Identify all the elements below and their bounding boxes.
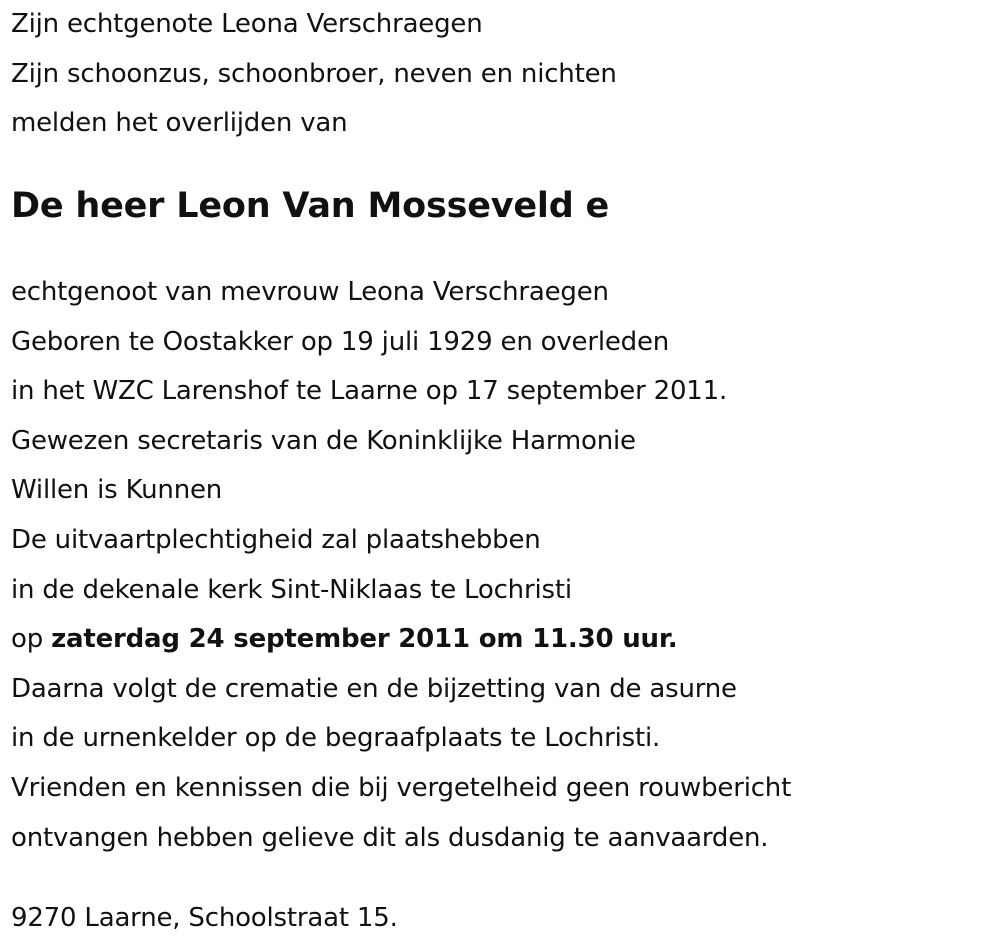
intro-line-family: Zijn schoonzus, schoonbroer, neven en nichten	[11, 58, 617, 89]
funeral-date-time: zaterdag 24 september 2011 om 11.30 uur.	[51, 624, 678, 655]
body-line-spouse: echtgenoot van mevrouw Leona Verschraegen	[11, 277, 609, 307]
date-prefix: op	[11, 624, 52, 655]
body-line-harmonie: Willen is Kunnen	[11, 475, 223, 506]
body-line-died: in het WZC Larenshof te Laarne op 17 september 2011.	[11, 376, 728, 407]
intro-line-spouse: Zijn echtgenote Leona Verschraegen	[11, 9, 483, 39]
body-line-accept: ontvangen hebben gelieve dit als dusdanig te aanvaarden.	[11, 822, 769, 853]
deceased-name-heading: De heer Leon Van Mosseveld e	[11, 186, 610, 226]
body-line-date	[11, 615, 791, 665]
body-line-role: Gewezen secretaris van de Koninklijke Harmonie	[11, 425, 636, 456]
intro-line-announce: melden het overlijden van	[11, 108, 348, 139]
body-line-urn: in de urnenkelder op de begraafplaats te Lochristi.	[11, 723, 661, 754]
body-line-cremation: Daarna volgt de crematie en de bijzetting van de asurne	[11, 673, 737, 704]
intro-section	[11, 0, 617, 149]
address: 9270 Laarne, Schoolstraat 15.	[11, 903, 398, 933]
body-line-church: in de dekenale kerk Sint-Niklaas te Lochristi	[11, 574, 572, 605]
body-line-funeral: De uitvaartplechtigheid zal plaatshebben	[11, 524, 541, 555]
obituary-body	[11, 268, 791, 863]
body-line-friends: Vrienden en kennissen die bij vergetelheid geen rouwbericht	[11, 772, 792, 803]
body-line-born: Geboren te Oostakker op 19 juli 1929 en overleden	[11, 326, 670, 357]
